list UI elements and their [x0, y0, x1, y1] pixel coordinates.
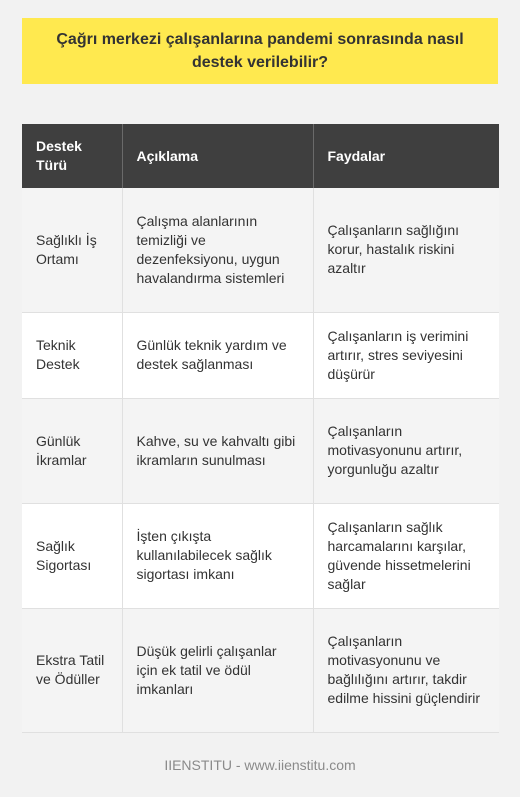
benefits-cell: Çalışanların motivasyonunu artırır, yorgunluğu azaltır: [313, 398, 499, 503]
column-header-benefits: Faydalar: [313, 124, 499, 188]
table-row: [22, 398, 499, 503]
support-table: [22, 124, 499, 733]
support-type-cell: Ekstra Tatil ve Ödüller: [22, 608, 122, 732]
column-header-description: Açıklama: [122, 124, 313, 188]
description-cell: Günlük teknik yardım ve destek sağlanması: [122, 312, 313, 398]
table-row: [22, 312, 499, 398]
page-title: Çağrı merkezi çalışanlarına pandemi sonrasında nasıl destek verilebilir?: [56, 31, 464, 71]
benefits-cell: Çalışanların iş verimini artırır, stres seviyesini düşürür: [313, 312, 499, 398]
benefits-cell: Çalışanların motivasyonunu ve bağlılığını artırır, takdir edilme hissini güçlendirir: [313, 608, 499, 732]
table-header-row: [22, 124, 499, 188]
support-type-cell: Sağlık Sigortası: [22, 503, 122, 608]
title-banner: [22, 18, 498, 84]
description-cell: Çalışma alanlarının temizliği ve dezenfeksiyonu, uygun havalandırma sistemleri: [122, 188, 313, 312]
table-row: [22, 188, 499, 312]
footer-credit: IIENSTITU - www.iienstitu.com: [164, 757, 356, 773]
column-header-support-type: Destek Türü: [22, 124, 122, 188]
table-row: [22, 608, 499, 732]
benefits-cell: Çalışanların sağlığını korur, hastalık riskini azaltır: [313, 188, 499, 312]
support-type-cell: Sağlıklı İş Ortamı: [22, 188, 122, 312]
table-row: [22, 503, 499, 608]
support-type-cell: Teknik Destek: [22, 312, 122, 398]
support-type-cell: Günlük İkramlar: [22, 398, 122, 503]
description-cell: Düşük gelirli çalışanlar için ek tatil ve ödül imkanları: [122, 608, 313, 732]
benefits-cell: Çalışanların sağlık harcamalarını karşılar, güvende hissetmelerini sağlar: [313, 503, 499, 608]
support-table-container: [22, 124, 499, 733]
description-cell: Kahve, su ve kahvaltı gibi ikramların sunulması: [122, 398, 313, 503]
description-cell: İşten çıkışta kullanılabilecek sağlık sigortası imkanı: [122, 503, 313, 608]
